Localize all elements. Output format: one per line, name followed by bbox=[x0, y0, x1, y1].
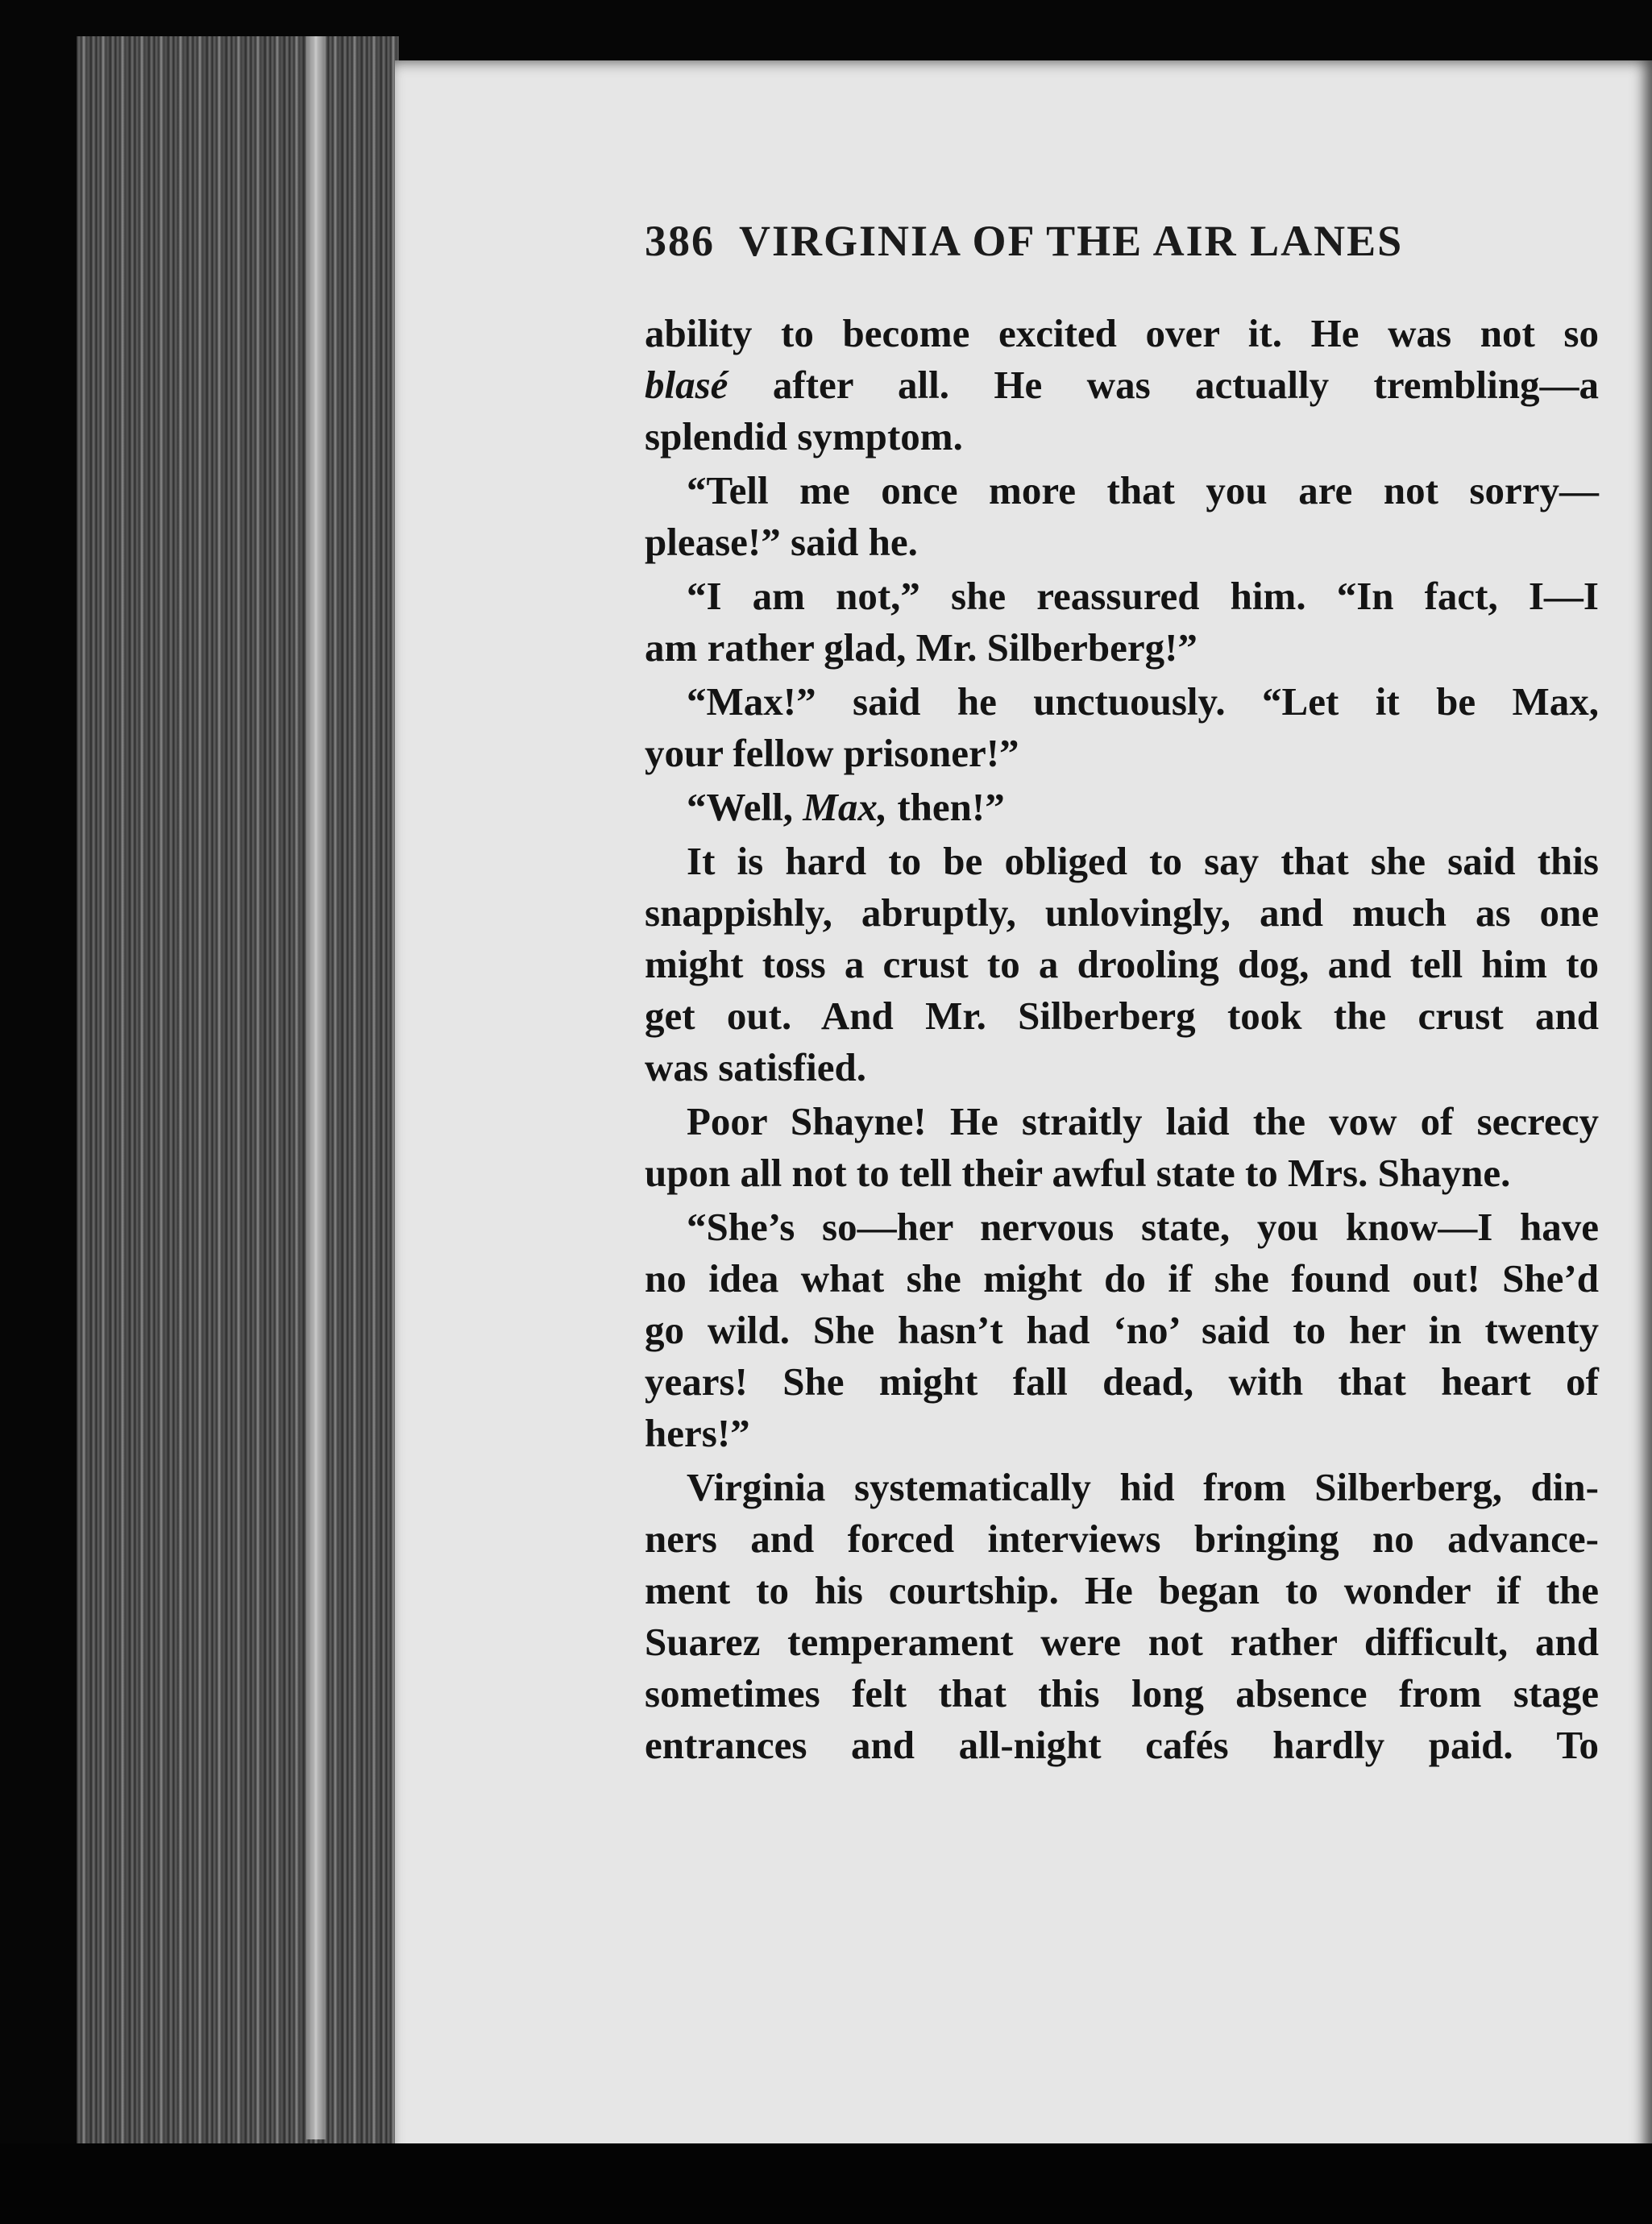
italic-word-max: Max, bbox=[803, 785, 888, 829]
paragraph bbox=[645, 571, 1599, 674]
text-line: Virginia systematically hid from Silberberg, din- bbox=[687, 1465, 1599, 1509]
page-number: 386 bbox=[645, 217, 715, 265]
text-line-rest: then!” bbox=[887, 785, 1005, 829]
paragraph bbox=[645, 1096, 1599, 1199]
text-line bbox=[645, 782, 1599, 833]
text-line: entrances and all-night cafés hardly paid. To bbox=[645, 1723, 1599, 1767]
running-title: VIRGINIA OF THE AIR LANES bbox=[739, 217, 1404, 265]
text-line: ners and forced interviews bringing no advance- bbox=[645, 1517, 1599, 1561]
text-line: snappishly, abruptly, unlovingly, and much as one bbox=[645, 890, 1599, 935]
italic-word-blase: blasé bbox=[645, 363, 728, 407]
paragraph bbox=[645, 1462, 1599, 1771]
text-line: hers!” bbox=[645, 1411, 750, 1455]
text-line: was satisfied. bbox=[645, 1045, 866, 1089]
bottom-shadow bbox=[0, 2143, 1652, 2224]
text-line: sometimes felt that this long absence from stage bbox=[645, 1671, 1599, 1716]
book-page-edges bbox=[77, 36, 399, 2147]
text-line: go wild. She hasn’t had ‘no’ said to her in twenty bbox=[645, 1308, 1599, 1352]
text-line: “Tell me once more that you are not sorry— bbox=[687, 468, 1599, 512]
text-line bbox=[645, 359, 1599, 411]
paragraph bbox=[645, 1201, 1599, 1459]
text-line: Suarez temperament were not rather difficult, and bbox=[645, 1620, 1599, 1664]
text-line: might toss a crust to a drooling dog, and tell him to bbox=[645, 942, 1599, 986]
paragraph bbox=[645, 836, 1599, 1093]
page-text bbox=[645, 308, 1599, 1774]
text-line: It is hard to be obliged to say that she said this bbox=[687, 839, 1599, 883]
text-line: ment to his courtship. He began to wonder if the bbox=[645, 1568, 1599, 1612]
text-line: “Max!” said he unctuously. “Let it be Max, bbox=[687, 679, 1599, 724]
paragraph bbox=[645, 782, 1599, 833]
running-header bbox=[645, 216, 1515, 266]
text-line: ability to become excited over it. He was not so bbox=[645, 311, 1599, 355]
text-line: years! She might fall dead, with that heart of bbox=[645, 1359, 1599, 1404]
text-line: upon all not to tell their awful state to Mrs. Shayne. bbox=[645, 1151, 1511, 1195]
text-line: please!” said he. bbox=[645, 520, 918, 564]
text-line: Poor Shayne! He straitly laid the vow of secrecy bbox=[687, 1099, 1599, 1143]
paragraph bbox=[645, 676, 1599, 779]
text-line: no idea what she might do if she found out! She’d bbox=[645, 1256, 1599, 1301]
text-line: “She’s so—her nervous state, you know—I have bbox=[687, 1205, 1599, 1249]
text-line: “I am not,” she reassured him. “In fact, I—I bbox=[687, 574, 1599, 618]
paragraph bbox=[645, 465, 1599, 568]
book-spine-highlight bbox=[306, 36, 326, 2139]
text-line: get out. And Mr. Silberberg took the crust and bbox=[645, 994, 1599, 1038]
text-line-start: “Well, bbox=[687, 785, 803, 829]
text-line: am rather glad, Mr. Silberberg!” bbox=[645, 625, 1197, 670]
text-line: your fellow prisoner!” bbox=[645, 731, 1019, 775]
text-line-rest: after all. He was actually trembling—a bbox=[728, 363, 1599, 407]
paragraph bbox=[645, 308, 1599, 463]
text-line: splendid symptom. bbox=[645, 414, 963, 458]
